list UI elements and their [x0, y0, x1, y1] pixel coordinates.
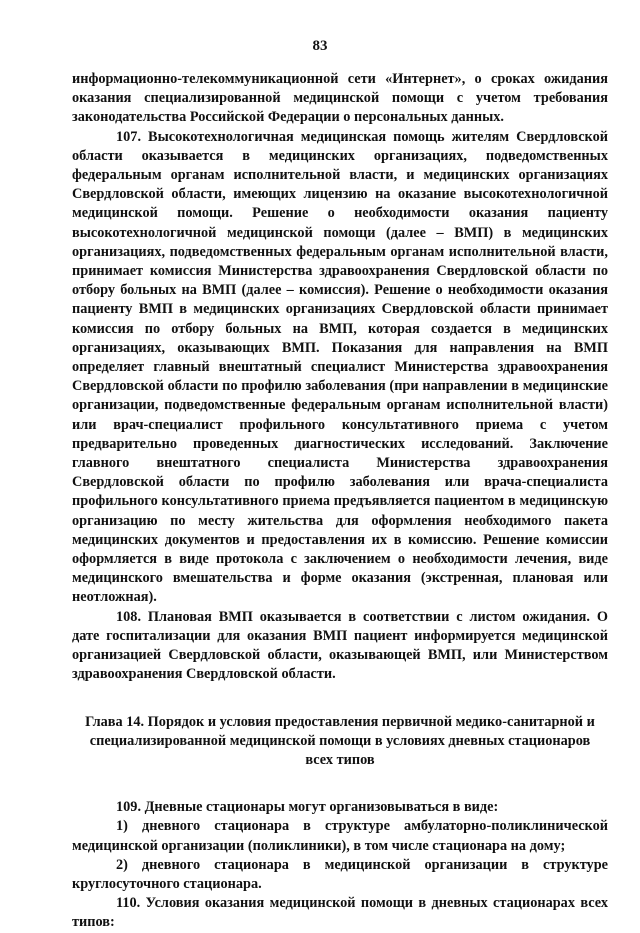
paragraph-continuation: информационно-телекоммуникационной сети «Интернет», о сроках ожидания оказания специализированной медицинской помощи с учетом требования законодательства Российской Федерации о персональных данных.	[72, 71, 608, 126]
paragraph-110: 110. Условия оказания медицинской помощи в дневных стационарах всех типов:	[72, 895, 608, 931]
paragraph-109-item-1: 1) дневного стационара в структуре амбулаторно-поликлинической медицинской организации (поликлиники), в том числе стационара на дому;	[72, 818, 608, 854]
page-content	[72, 70, 608, 933]
paragraph-107: 107. Высокотехнологичная медицинская помощь жителям Свердловской области оказывается в медицинских организациях, подведомственных федеральным органам исполнительной власти, и медицинских организациях Свердловской области, имеющих лицензию на оказание высокотехнологичной медицинской помощи. Решение о необходимости оказания пациенту высокотехнологичной медицинской помощи (далее – ВМП) в медицинских организациях, подведомственных федеральным органам исполнительной власти, принимает комиссия Министерства здравоохранения Свердловской области по отбору больных на ВМП (далее – комиссия). Решение о необходимости оказания пациенту ВМП в медицинских организациях Свердловской области принимает комиссия по отбору больных на ВМП, которая создается в медицинских организациях, оказывающих ВМП. Показания для направления на ВМП определяет главный внештатный специалист Министерства здравоохранения Свердловской области по профилю заболевания (при направлении в медицинские организации, подведомственные федеральным органам исполнительной власти) или врач-специалист профильного консультативного приема с учетом предварительно проведенных диагностических исследований. Заключение главного внештатного специалиста Министерства здравоохранения Свердловской области по профилю заболевания или врача-специалиста профильного консультативного приема предъявляется пациентом в медицинскую организацию по месту жительства для оформления необходимого пакета медицинских документов и предоставления их в комиссию. Решение комиссии оформляется в виде протокола с заключением о необходимости лечения, виде медицинского вмешательства и форме оказания (экстренная, плановая или неотложная).	[72, 128, 608, 606]
paragraph-109: 109. Дневные стационары могут организовываться в виде:	[116, 799, 499, 816]
page-number: 83	[312, 38, 328, 54]
chapter-title: Глава 14. Порядок и условия предоставления первичной медико-санитарной и специализированной медицинской помощи в условиях дневных стационаров всех типов	[85, 713, 595, 768]
paragraph-109-item-2: 2) дневного стационара в медицинской организации в структуре круглосуточного стационара.	[72, 856, 608, 892]
paragraph-108: 108. Плановая ВМП оказывается в соответствии с листом ожидания. О дате госпитализации для оказания ВМП пациент информируется медицинской организацией Свердловской области, оказывающей ВМП, или Министерством здравоохранения Свердловской области.	[72, 608, 608, 683]
